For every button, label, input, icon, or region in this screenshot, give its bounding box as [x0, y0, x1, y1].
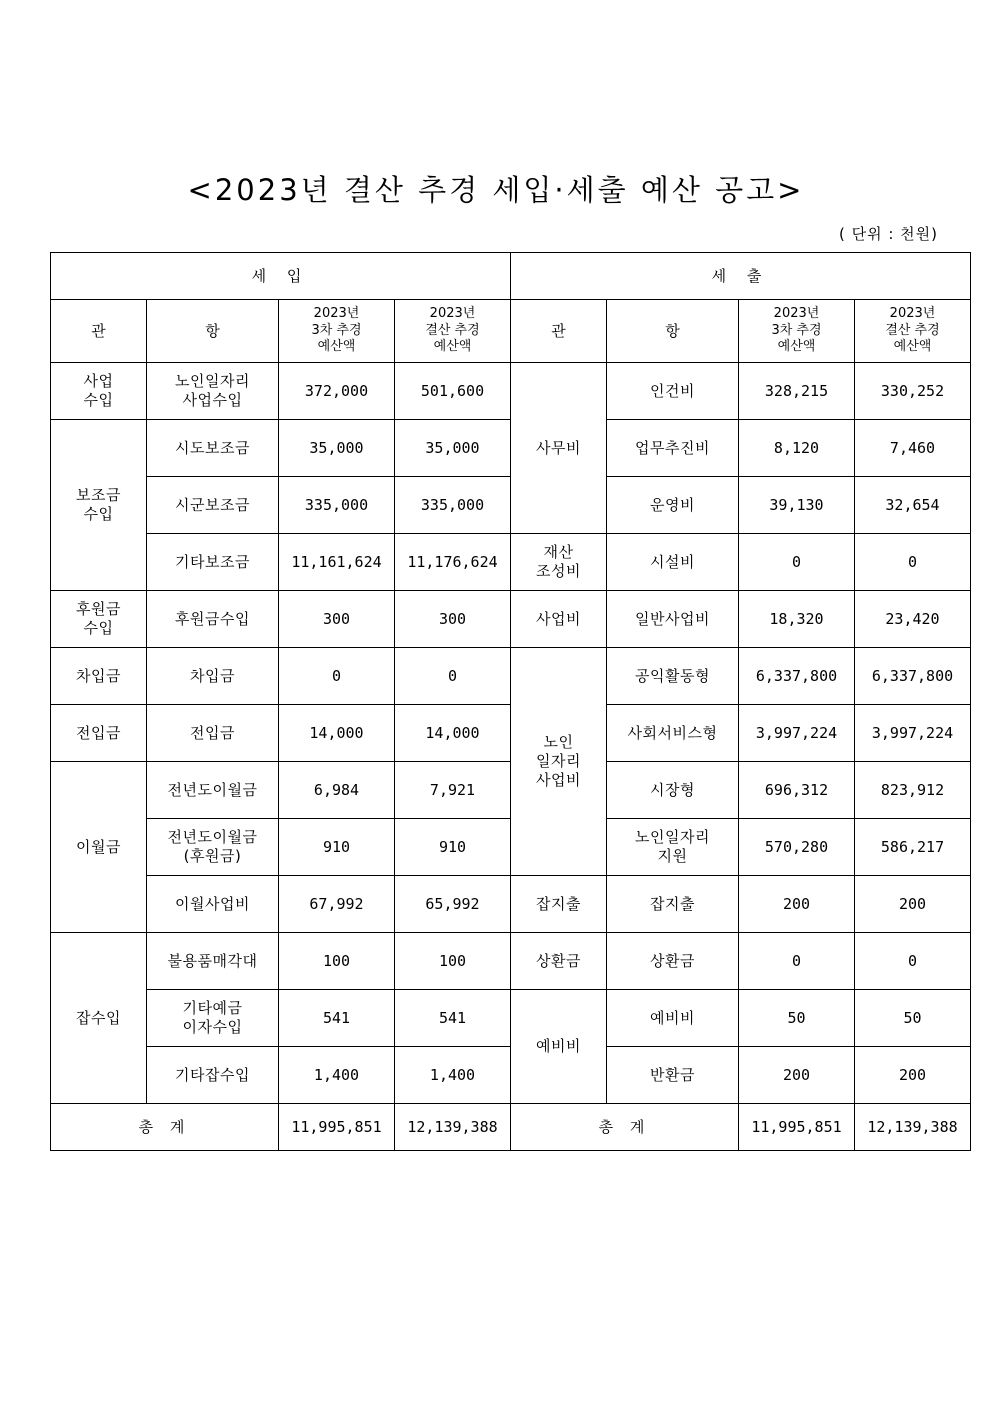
expenditure-budget3rd-cell: 3,997,224 [739, 705, 855, 762]
expenditure-hang-cell: 반환금 [607, 1047, 739, 1104]
revenue-settlement-cell: 541 [395, 990, 511, 1047]
col-header-expenditure-budget3rd: 2023년 3차 추경 예산액 [739, 300, 855, 363]
col-header-revenue-gwan: 관 [51, 300, 147, 363]
col-header-revenue-settlement: 2023년 결산 추경 예산액 [395, 300, 511, 363]
section-header-expenditure: 세 출 [511, 253, 971, 300]
expenditure-gwan-cell: 사업비 [511, 591, 607, 648]
page-title: <2023년 결산 추경 세입·세출 예산 공고> [187, 173, 805, 207]
revenue-hang-cell: 전년도이월금 (후원금) [147, 819, 279, 876]
col-header-expenditure-gwan: 관 [511, 300, 607, 363]
expenditure-settlement-cell: 0 [855, 534, 971, 591]
table-row [51, 534, 971, 591]
expenditure-total-settlement: 12,139,388 [855, 1104, 971, 1151]
revenue-settlement-cell: 11,176,624 [395, 534, 511, 591]
revenue-budget3rd-cell: 0 [279, 648, 395, 705]
expenditure-settlement-cell: 0 [855, 933, 971, 990]
revenue-settlement-cell: 910 [395, 819, 511, 876]
col-header-revenue-budget3rd: 2023년 3차 추경 예산액 [279, 300, 395, 363]
expenditure-budget3rd-cell: 8,120 [739, 420, 855, 477]
revenue-budget3rd-cell: 541 [279, 990, 395, 1047]
expenditure-hang-cell: 일반사업비 [607, 591, 739, 648]
expenditure-budget3rd-cell: 200 [739, 1047, 855, 1104]
col-header-expenditure-hang: 항 [607, 300, 739, 363]
revenue-settlement-cell: 300 [395, 591, 511, 648]
expenditure-gwan-cell: 상환금 [511, 933, 607, 990]
revenue-hang-cell: 시도보조금 [147, 420, 279, 477]
revenue-settlement-cell: 100 [395, 933, 511, 990]
expenditure-hang-cell: 사회서비스형 [607, 705, 739, 762]
expenditure-hang-cell: 시장형 [607, 762, 739, 819]
expenditure-settlement-cell: 7,460 [855, 420, 971, 477]
expenditure-gwan-cell: 재산 조성비 [511, 534, 607, 591]
expenditure-settlement-cell: 50 [855, 990, 971, 1047]
expenditure-budget3rd-cell: 328,215 [739, 363, 855, 420]
column-header-row [51, 300, 971, 363]
revenue-gwan-cell: 이월금 [51, 762, 147, 933]
expenditure-gwan-cell: 잡지출 [511, 876, 607, 933]
section-header-revenue: 세 입 [51, 253, 511, 300]
revenue-settlement-cell: 335,000 [395, 477, 511, 534]
revenue-budget3rd-cell: 372,000 [279, 363, 395, 420]
table-row [51, 363, 971, 420]
revenue-hang-cell: 후원금수입 [147, 591, 279, 648]
revenue-hang-cell: 전년도이월금 [147, 762, 279, 819]
expenditure-budget3rd-cell: 570,280 [739, 819, 855, 876]
table-row [51, 933, 971, 990]
revenue-budget3rd-cell: 300 [279, 591, 395, 648]
expenditure-hang-cell: 공익활동형 [607, 648, 739, 705]
expenditure-settlement-cell: 200 [855, 876, 971, 933]
revenue-gwan-cell: 후원금 수입 [51, 591, 147, 648]
expenditure-hang-cell: 상환금 [607, 933, 739, 990]
revenue-budget3rd-cell: 14,000 [279, 705, 395, 762]
expenditure-hang-cell: 운영비 [607, 477, 739, 534]
col-header-expenditure-settlement: 2023년 결산 추경 예산액 [855, 300, 971, 363]
expenditure-budget3rd-cell: 6,337,800 [739, 648, 855, 705]
revenue-gwan-cell: 차입금 [51, 648, 147, 705]
revenue-total-settlement: 12,139,388 [395, 1104, 511, 1151]
revenue-total-label: 총 계 [51, 1104, 279, 1151]
revenue-budget3rd-cell: 1,400 [279, 1047, 395, 1104]
revenue-budget3rd-cell: 100 [279, 933, 395, 990]
revenue-gwan-cell: 잡수입 [51, 933, 147, 1104]
expenditure-hang-cell: 노인일자리 지원 [607, 819, 739, 876]
revenue-budget3rd-cell: 67,992 [279, 876, 395, 933]
expenditure-gwan-cell: 예비비 [511, 990, 607, 1104]
revenue-hang-cell: 기타예금 이자수입 [147, 990, 279, 1047]
expenditure-gwan-cell: 사무비 [511, 363, 607, 534]
revenue-hang-cell: 불용품매각대 [147, 933, 279, 990]
revenue-settlement-cell: 14,000 [395, 705, 511, 762]
expenditure-budget3rd-cell: 696,312 [739, 762, 855, 819]
expenditure-total-budget3rd: 11,995,851 [739, 1104, 855, 1151]
revenue-hang-cell: 기타보조금 [147, 534, 279, 591]
table-row [51, 591, 971, 648]
expenditure-hang-cell: 잡지출 [607, 876, 739, 933]
revenue-budget3rd-cell: 6,984 [279, 762, 395, 819]
expenditure-budget3rd-cell: 0 [739, 534, 855, 591]
table-row [51, 648, 971, 705]
expenditure-settlement-cell: 3,997,224 [855, 705, 971, 762]
table-row [51, 876, 971, 933]
expenditure-budget3rd-cell: 18,320 [739, 591, 855, 648]
total-row [51, 1104, 971, 1151]
revenue-gwan-cell: 전입금 [51, 705, 147, 762]
expenditure-hang-cell: 인건비 [607, 363, 739, 420]
revenue-settlement-cell: 7,921 [395, 762, 511, 819]
unit-note: ( 단위 : 천원) [838, 225, 938, 243]
revenue-hang-cell: 시군보조금 [147, 477, 279, 534]
revenue-budget3rd-cell: 335,000 [279, 477, 395, 534]
revenue-settlement-cell: 35,000 [395, 420, 511, 477]
revenue-gwan-cell: 보조금 수입 [51, 420, 147, 591]
revenue-settlement-cell: 1,400 [395, 1047, 511, 1104]
section-header-row [51, 253, 971, 300]
expenditure-hang-cell: 시설비 [607, 534, 739, 591]
revenue-budget3rd-cell: 11,161,624 [279, 534, 395, 591]
revenue-hang-cell: 기타잡수입 [147, 1047, 279, 1104]
col-header-revenue-hang: 항 [147, 300, 279, 363]
expenditure-settlement-cell: 23,420 [855, 591, 971, 648]
revenue-settlement-cell: 65,992 [395, 876, 511, 933]
revenue-total-budget3rd: 11,995,851 [279, 1104, 395, 1151]
revenue-hang-cell: 이월사업비 [147, 876, 279, 933]
expenditure-settlement-cell: 586,217 [855, 819, 971, 876]
expenditure-settlement-cell: 200 [855, 1047, 971, 1104]
revenue-hang-cell: 전입금 [147, 705, 279, 762]
revenue-gwan-cell: 사업 수입 [51, 363, 147, 420]
expenditure-settlement-cell: 32,654 [855, 477, 971, 534]
expenditure-budget3rd-cell: 200 [739, 876, 855, 933]
expenditure-total-label: 총 계 [511, 1104, 739, 1151]
revenue-hang-cell: 차입금 [147, 648, 279, 705]
expenditure-settlement-cell: 330,252 [855, 363, 971, 420]
revenue-settlement-cell: 0 [395, 648, 511, 705]
expenditure-gwan-cell: 노인 일자리 사업비 [511, 648, 607, 876]
expenditure-settlement-cell: 823,912 [855, 762, 971, 819]
expenditure-hang-cell: 예비비 [607, 990, 739, 1047]
budget-table [50, 252, 971, 1151]
revenue-hang-cell: 노인일자리 사업수입 [147, 363, 279, 420]
table-row [51, 990, 971, 1047]
expenditure-hang-cell: 업무추진비 [607, 420, 739, 477]
revenue-settlement-cell: 501,600 [395, 363, 511, 420]
revenue-budget3rd-cell: 910 [279, 819, 395, 876]
revenue-budget3rd-cell: 35,000 [279, 420, 395, 477]
expenditure-budget3rd-cell: 50 [739, 990, 855, 1047]
expenditure-budget3rd-cell: 39,130 [739, 477, 855, 534]
expenditure-budget3rd-cell: 0 [739, 933, 855, 990]
expenditure-settlement-cell: 6,337,800 [855, 648, 971, 705]
